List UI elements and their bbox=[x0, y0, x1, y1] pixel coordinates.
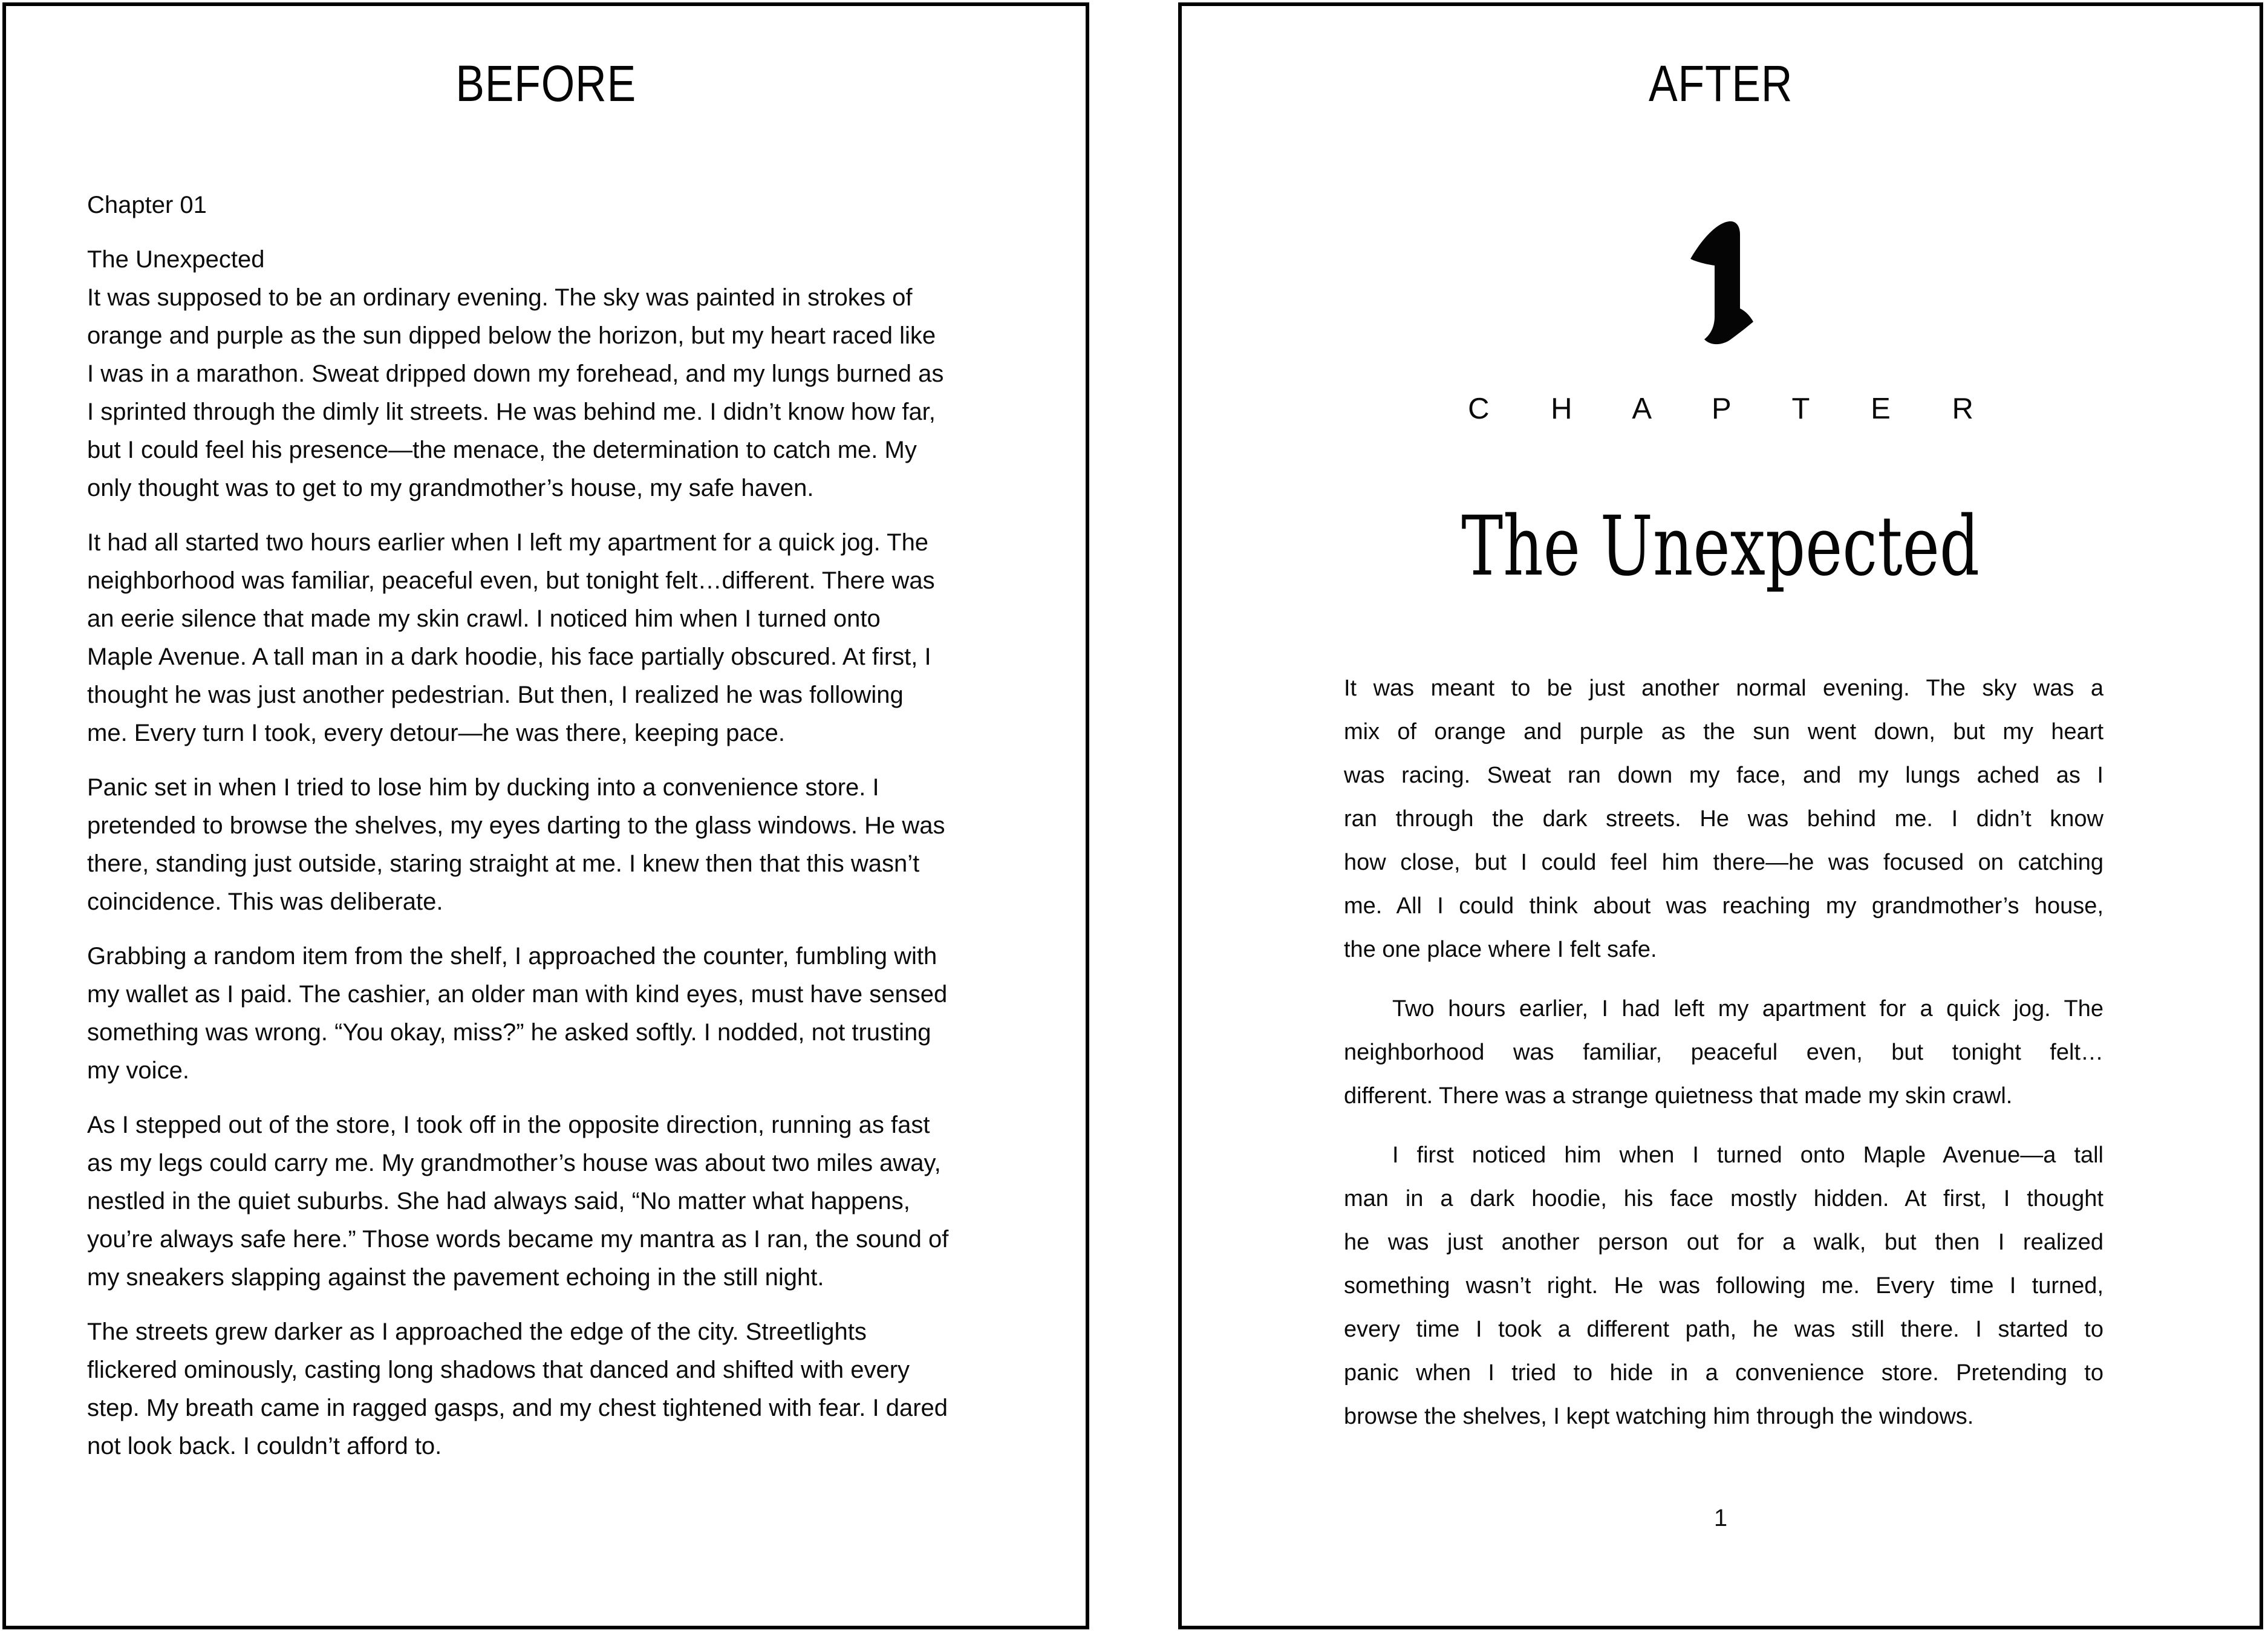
after-heading-text: AFTER bbox=[1648, 55, 1793, 112]
text-line: Maple Avenue. A tall man in a dark hoodie, his face partially obscured. At first, I bbox=[87, 644, 931, 670]
text-line: Two hours earlier, I had left my apartment for a quick jog. The bbox=[1392, 996, 2103, 1022]
after-heading bbox=[1182, 57, 2260, 110]
blackletter-one-icon bbox=[1687, 219, 1755, 347]
paragraph bbox=[87, 769, 1034, 921]
text-line: you’re always safe here.” Those words became my mantra as I ran, the sound of bbox=[87, 1226, 949, 1253]
text-line: there, standing just outside, staring straight at me. I knew then that this wasn’t bbox=[87, 850, 920, 877]
text-line: my voice. bbox=[87, 1057, 189, 1084]
text-line: It was meant to be just another normal evening. The sky was a bbox=[1344, 676, 2103, 701]
text-line: me. All I could think about was reaching my grandmother’s house, bbox=[1344, 893, 2103, 919]
paragraph bbox=[87, 186, 1034, 224]
text-line: pretended to browse the shelves, my eyes darting to the glass windows. He was bbox=[87, 812, 945, 839]
text-line: an eerie silence that made my skin crawl. I noticed him when I turned onto bbox=[87, 605, 881, 632]
paragraph bbox=[1344, 1133, 2103, 1438]
before-page bbox=[2, 2, 1089, 1629]
text-line: mix of orange and purple as the sun went down, but my heart bbox=[1344, 719, 2103, 745]
paragraph bbox=[1344, 667, 2103, 971]
text-line: something wasn’t right. He was following me. Every time I turned, bbox=[1344, 1273, 2103, 1299]
text-line: nestled in the quiet suburbs. She had always said, “No matter what happens, bbox=[87, 1188, 910, 1214]
text-line: The streets grew darker as I approached the edge of the city. Streetlights bbox=[87, 1318, 867, 1345]
text-line: I first noticed him when I turned onto Maple Avenue—a tall bbox=[1392, 1142, 2103, 1168]
text-line: me. Every turn I took, every detour—he was there, keeping pace. bbox=[87, 720, 785, 746]
after-page bbox=[1178, 2, 2263, 1629]
text-line: different. There was a strange quietness that made my skin crawl. bbox=[1344, 1083, 2013, 1109]
text-line: something was wrong. “You okay, miss?” he asked softly. I nodded, not trusting bbox=[87, 1019, 931, 1046]
text-line: my wallet as I paid. The cashier, an older man with kind eyes, must have sensed bbox=[87, 981, 948, 1008]
text-line: Grabbing a random item from the shelf, I approached the counter, fumbling with bbox=[87, 943, 937, 970]
paragraph bbox=[87, 937, 1034, 1090]
text-line: flickered ominously, casting long shadows that danced and shifted with every bbox=[87, 1357, 910, 1383]
text-line: panic when I tried to hide in a convenience store. Pretending to bbox=[1344, 1360, 2103, 1386]
chapter-label: C H A P T E R bbox=[1468, 393, 2000, 425]
text-line: I was in a marathon. Sweat dripped down my forehead, and my lungs burned as bbox=[87, 360, 944, 387]
paragraph bbox=[87, 1106, 1034, 1297]
before-heading bbox=[6, 57, 1086, 110]
text-line: my sneakers slapping against the pavement echoing in the still night. bbox=[87, 1264, 824, 1291]
text-line: thought he was just another pedestrian. But then, I realized he was following bbox=[87, 682, 904, 708]
text-line: orange and purple as the sun dipped below the horizon, but my heart raced like bbox=[87, 322, 936, 349]
text-line: browse the shelves, I kept watching him through the windows. bbox=[1344, 1404, 1974, 1429]
after-formatted-text bbox=[1344, 667, 2103, 1438]
text-line: It was supposed to be an ordinary evening. The sky was painted in strokes of bbox=[87, 284, 913, 311]
text-line: The Unexpected bbox=[87, 246, 265, 273]
text-line: the one place where I felt safe. bbox=[1344, 937, 1657, 962]
text-line: coincidence. This was deliberate. bbox=[87, 888, 443, 915]
text-line: he was just another person out for a walk, but then I realized bbox=[1344, 1230, 2103, 1255]
text-line: neighborhood was familiar, peaceful even, but tonight felt… bbox=[1344, 1040, 2103, 1065]
chapter-number-numeral bbox=[1182, 219, 2260, 350]
text-line: It had all started two hours earlier when I left my apartment for a quick jog. The bbox=[87, 529, 929, 556]
text-line: step. My breath came in ragged gasps, and my chest tightened with fear. I dared bbox=[87, 1395, 948, 1421]
before-manuscript-text bbox=[87, 186, 1034, 1465]
chapter-title bbox=[1182, 499, 2260, 595]
paragraph bbox=[87, 241, 1034, 507]
text-line: how close, but I could feel him there—he was focused on catching bbox=[1344, 850, 2103, 875]
text-line: as my legs could carry me. My grandmother’s house was about two miles away, bbox=[87, 1150, 941, 1176]
text-line: man in a dark hoodie, his face mostly hidden. At first, I thought bbox=[1344, 1186, 2103, 1211]
paragraph bbox=[1344, 987, 2103, 1118]
text-line: but I could feel his presence—the menace, the determination to catch me. My bbox=[87, 437, 917, 463]
text-line: As I stepped out of the store, I took off in the opposite direction, running as fast bbox=[87, 1112, 930, 1138]
text-line: every time I took a different path, he was still there. I started to bbox=[1344, 1317, 2103, 1342]
text-line: was racing. Sweat ran down my face, and my lungs ached as I bbox=[1344, 763, 2103, 788]
text-line: not look back. I couldn’t afford to. bbox=[87, 1433, 442, 1459]
paragraph bbox=[87, 524, 1034, 752]
text-line: ran through the dark streets. He was behind me. I didn’t know bbox=[1344, 806, 2103, 832]
paragraph bbox=[87, 1313, 1034, 1465]
page-number: 1 bbox=[1713, 1505, 1728, 1531]
text-line: neighborhood was familiar, peaceful even, but tonight felt…different. There was bbox=[87, 567, 935, 594]
text-line: Panic set in when I tried to lose him by ducking into a convenience store. I bbox=[87, 774, 879, 801]
chapter-title-text: The Unexpected bbox=[1461, 499, 1980, 595]
text-line: I sprinted through the dimly lit streets. He was behind me. I didn’t know how far, bbox=[87, 399, 936, 425]
text-line: Chapter 01 bbox=[87, 192, 207, 218]
before-heading-text: BEFORE bbox=[455, 55, 636, 112]
text-line: only thought was to get to my grandmother’s house, my safe haven. bbox=[87, 475, 814, 501]
